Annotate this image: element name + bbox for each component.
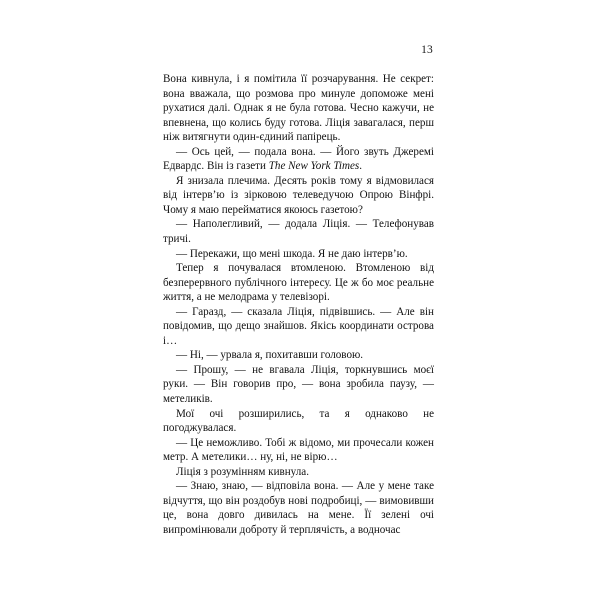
text-run: — Знаю, знаю, — відповіла вона. — Але у мене таке відчуття, що він роздобув нові подробиці, — вимовивши це, вона довго дивилась на мене. Її зелені очі випромінювали доброту й терплячість, а водночас — [163, 480, 434, 536]
page-number: 13 — [421, 44, 433, 56]
paragraph — [163, 305, 434, 349]
paragraph — [163, 363, 434, 407]
paragraph — [163, 247, 434, 262]
paragraph — [163, 465, 434, 480]
paragraph — [163, 407, 434, 436]
paragraph — [163, 261, 434, 305]
italic-run: The New York Times — [268, 160, 360, 173]
text-run: Вона кивнула, і я помітила її розчарування. Не секрет: вона вважала, що розмова про минуле допоможе мені рухатися далі. Однак я не була готова. Чесно кажучи, не впевнена, що колись буду готова. Ліція завагалася, перш ніж витягнути один-єдиний папірець. — [163, 73, 434, 144]
paragraph — [163, 479, 434, 537]
text-run: Ліція з розумінням кивнула. — [176, 465, 309, 478]
text-run: — Ні, — урвала я, похитавши головою. — [176, 349, 364, 362]
paragraph — [163, 436, 434, 465]
paragraph — [163, 72, 434, 145]
text-run: — Це неможливо. Тобі ж відомо, ми прочесали кожен метр. А метелики… ну, ні, не вірю… — [163, 436, 434, 464]
text-run: Мої очі розширились, та я однаково не погоджувалася. — [163, 407, 434, 435]
text-run: — Гаразд, — сказала Ліція, підвівшись. — Але він повідомив, що дещо знайшов. Якісь координати острова і… — [163, 305, 434, 347]
text-run: — Наполегливий, — додала Ліція. — Телефонував тричі. — [163, 218, 434, 246]
paragraph — [163, 348, 434, 363]
text-run: — Перекажи, що мені шкода. Я не даю інтерв’ю. — [176, 247, 408, 260]
page-body-text — [163, 72, 434, 538]
text-run: . — [359, 160, 363, 173]
paragraph — [163, 217, 434, 246]
text-run: — Ось цей, — подала вона. — Його звуть Джеремі Едвардс. Він із газети — [163, 145, 434, 173]
text-run: Тепер я почувалася втомленою. Втомленою від безперервного публічного інтересу. Це ж бо моє реальне життя, а не мелодрама у телевізорі. — [163, 262, 434, 304]
paragraph — [163, 174, 434, 218]
text-run: Я знизала плечима. Десять років тому я відмовилася від інтерв’ю із зірковою телеведучою Опрою Вінфрі. Чому я маю перейматися якоюсь газетою? — [163, 174, 434, 216]
paragraph — [163, 145, 434, 174]
text-run: — Прошу, — не вгавала Ліція, торкнувшись моєї руки. — Він говорив про, — вона зробила паузу, — метеликів. — [163, 363, 434, 406]
